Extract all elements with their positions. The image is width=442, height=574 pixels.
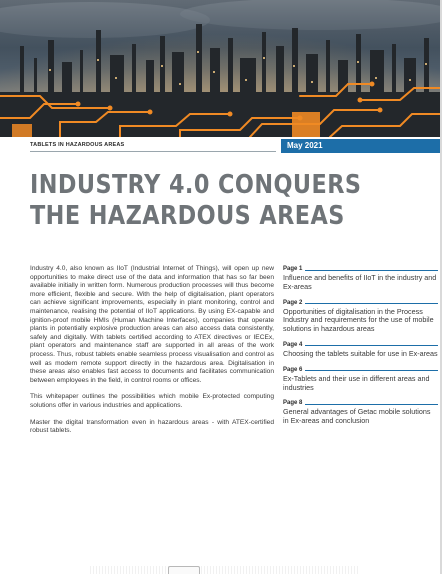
date-badge: May 2021	[281, 139, 442, 153]
toc-entry-text: Opportunities of digitalisation in the Process Industry and requirements for the use of mobile solutions in hazardous areas	[283, 306, 434, 334]
toc-entry-page-4[interactable]	[283, 342, 438, 359]
toc-entry-text: General advantages of Getac mobile solutions in Ex-areas and conclusion	[283, 407, 431, 426]
body-paragraph-3: Master the digital transformation even in hazardous areas - with ATEX-certified robust tablets.	[30, 418, 274, 435]
page-navigation-tab[interactable]	[168, 566, 200, 574]
toc-entry-page-8[interactable]	[283, 400, 438, 426]
toc-page-number: Page 4	[283, 341, 303, 348]
toc-divider	[305, 404, 438, 405]
title-line-1: INDUSTRY 4.0 CONQUERS	[30, 170, 362, 200]
toc-entry-text: Influence and benefits of IIoT in the industry and Ex-areas	[283, 273, 437, 291]
table-of-contents	[283, 266, 438, 434]
toc-divider	[305, 345, 438, 346]
toc-divider	[305, 303, 438, 304]
title-line-2: THE HAZARDOUS AREAS	[30, 201, 345, 231]
toc-page-number: Page 6	[283, 366, 303, 373]
toc-page-number: Page 1	[283, 266, 303, 272]
horizontal-scrollbar[interactable]	[90, 566, 360, 574]
toc-entry-page-6[interactable]	[283, 367, 438, 393]
toc-divider	[305, 370, 438, 371]
body-paragraph-2: This whitepaper outlines the possibilities which mobile Ex-protected computing solutions offer in various industries and applications.	[30, 393, 274, 409]
toc-entry-page-2[interactable]	[283, 300, 438, 334]
page-title	[30, 170, 374, 232]
section-label: TABLETS IN HAZARDOUS AREAS	[30, 139, 276, 152]
toc-page-number: Page 2	[283, 299, 303, 306]
toc-page-number: Page 8	[283, 400, 303, 407]
body-paragraph-1: Industry 4.0, also known as IIoT (Industrial Internet of Things), will open up new opportunities to make direct use of the data and information that has so far been available initially in written form. Numerous production processes will thus become more efficient, flexible and secure. With the help of digitalisation, plant operators can achieve significant improvements, especially in plant monitoring, control and maintenance, realising the potential of IIoT applications. By using EX-capable and ignition-proof mobile HMIs (Human Machine Interfaces), companies that operate plants in potentially explosive production areas can also access data consistently, safely and digitally. With tablets certified according to ATEX directives or IECEx, plant operators and maintenance staff are supported in all areas of the work process. Thus, robust tablets enable seamless process visualisation and control as well as modern remote support directly in the hazardous area. Digitalisation in these areas also enables fast access to documents and facilitates communication between employees in the field, in control rooms or offices.	[30, 265, 274, 384]
toc-divider	[305, 270, 438, 271]
body-text	[30, 265, 274, 444]
toc-entry-text: Choosing the tablets suitable for use in Ex-areas	[283, 348, 438, 358]
hero-image-refinery	[0, 0, 442, 137]
toc-entry-page-1[interactable]	[283, 266, 438, 292]
toc-entry-text: Ex-Tablets and their use in different areas and industries	[283, 373, 430, 392]
